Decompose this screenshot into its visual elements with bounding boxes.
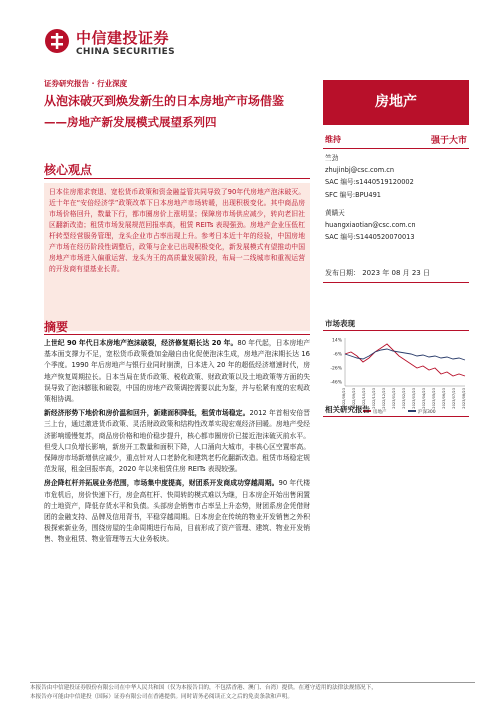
company-name-cn: 中信建投证券 xyxy=(76,29,170,47)
analyst-sfc-number: SFC 编号:BPU491 xyxy=(325,190,381,199)
related-divider xyxy=(323,416,469,417)
footer-divider xyxy=(30,682,475,683)
abstract-p2-lead: 新经济形势下地价和房价温和回升，新建面积降低，租赁市场稳定。 xyxy=(44,409,250,418)
legend-label-real-estate: 房地产 xyxy=(373,410,387,415)
analyst-email[interactable]: huangxiaotian@csc.com.cn xyxy=(325,221,416,230)
y-tick-label: -6% xyxy=(333,352,342,358)
series-line-real-estate xyxy=(345,344,465,376)
abstract-divider xyxy=(44,334,310,335)
x-tick-label: 2022/12/23 xyxy=(382,388,386,409)
x-tick-label: 2022/10/23 xyxy=(362,388,366,409)
abstract-p3-lead: 房企降杠杆并拓展业务范围，市场集中度提高，财团系开发商成功穿越周期。 xyxy=(44,479,279,488)
x-tick-label: 2023/03/23 xyxy=(412,388,416,409)
x-tick-label: 2023/05/23 xyxy=(432,388,436,409)
company-logo-icon xyxy=(44,28,70,54)
market-divider xyxy=(323,330,469,331)
rating-row xyxy=(323,131,469,149)
abstract-p1-text: 80 年代起，日本房地产基本面支撑力不足，宽松货币政策叠加金融自由化促使泡沫生成，房地产泡沫期长达 16 个季度。1990 年后房地产与银行业同时崩溃，日本进入 20 年的超低经济增速时代，房地产恢复周期拉长。日本当局在货币政策、税收政策、财政政策以及土地政策等方面的失误导致了泡沫膨胀和破裂，中国的房地产政策调控需要以此为鉴，并与松紧有度的宏观政策相协调。 xyxy=(44,339,310,404)
related-reports-heading: 相关研究报告 xyxy=(325,405,370,414)
x-tick-label: 2023/08/23 xyxy=(462,388,466,409)
analyst-name: 竺劲 xyxy=(325,154,339,162)
footer-line: 本报告由中信建投证券股份有限公司在中华人民共和国（仅为本报告目的，不包括香港、澳门、台湾）提供。在遵守适用的法律法规情况下， xyxy=(30,685,377,691)
date-divider xyxy=(323,282,469,283)
abstract-paragraph xyxy=(44,408,310,475)
core-view-box xyxy=(44,183,310,331)
x-tick-label: 2023/07/23 xyxy=(452,388,456,409)
report-subtitle: ——房地产新发展模式展望系列四 xyxy=(44,115,217,129)
core-view-text: 日本住房需求衰退、宽松货币政策和资金融益管共同导致了90年代房地产泡沫破灭。近十年在“安倍经济学”政策改革下日本房地产市场转暖，出现积极变化。其中商品房市场价格回升，数量下行，都市圈房价上涨明显；保障房市场供应减少，转向老旧社区翻新改造；租赁市场发展规范回报率高，租赁 REITs 表现强劲。房地产企业压低杠杆转型经营服务管理，龙头企业市占率出现上升。参考日本近十年的经验，中国房地产市场在经历阶段性调整后，政策与企业已出现积极变化，新发展模式有望推动中国房地产市场进入偏重运营、龙头为王的高质量发展阶段，布局一二线城市和重视运营的开发商有望基业长青。 xyxy=(49,188,305,273)
abstract-paragraph xyxy=(44,338,310,405)
x-tick-label: 2022/11/23 xyxy=(372,388,376,409)
abstract-p3-text: 90 年代楼市危机后，房价快速下行，房企高杠杆、快周转的模式难以为继，日本房企开始出售闲置的土地资产，降低存货水平和负债。头部房企销售市占率呈上升态势，财团系房企凭借财团的金融支持、品牌及信用背书，平稳穿越周期。日本房企在传统的物业开发销售之外积极探索新业务，围绕房屋的生命周期进行布局，目前形成了资产管理、建筑、物业开发销售、物业租赁、物业管理等五大业务板块。 xyxy=(44,479,311,544)
publish-date: 发布日期： 2023 年 08 月 23 日 xyxy=(325,269,430,277)
abstract-paragraph xyxy=(44,478,310,545)
x-tick-label: 2023/01/23 xyxy=(392,388,396,409)
sector-badge: 房地产 xyxy=(323,80,469,125)
analyst-email[interactable]: zhujinbj@csc.com.cn xyxy=(325,166,395,175)
company-name-en: CHINA SECURITIES xyxy=(76,47,175,57)
report-title: 从泡沫破灭到焕发新生的日本房地产市场借鉴 xyxy=(44,94,285,108)
report-type: 证券研究报告 · 行业深度 xyxy=(44,79,128,88)
analyst-block xyxy=(325,152,471,243)
y-tick-label: -46% xyxy=(330,380,342,386)
footer-disclaimer xyxy=(30,684,475,701)
analyst-sac-number: SAC 编号:S1440520070013 xyxy=(325,233,415,242)
abstract-p2-text: 2012 年首相安倍晋三上台，通过激进货币政策、灵活财政政策和结构性改革实现宏观经济回暖。房地产受经济影响缓慢复苏，商品房价格和地价稳步提升，核心都市圈房价已接近泡沫破灭前水平。但受人口负增长影响，新房开工数量和面积下降，人口涌向大城市，非核心区空置率高。保障房市场新增供应减少，重点针对人口老龄化和建筑老朽化翻新改造。租赁市场稳定规范发展，租金回报率高，2020 年以来租赁住房 REITs 表现较强。 xyxy=(44,409,310,474)
market-performance-heading: 市场表现 xyxy=(325,319,355,328)
x-tick-label: 2023/02/23 xyxy=(402,388,406,409)
y-tick-label: 14% xyxy=(331,338,342,344)
y-tick-label: -26% xyxy=(330,366,342,372)
x-tick-label: 2023/04/23 xyxy=(422,388,426,409)
rating-label: 维持 xyxy=(325,135,341,144)
company-logo xyxy=(44,26,194,66)
analyst-sac-number: SAC 编号:s1440519120002 xyxy=(325,178,414,187)
abstract-p1-lead: 上世纪 90 年代日本房地产泡沫破裂，经济修复期长达 20 年。 xyxy=(44,339,238,347)
core-divider xyxy=(44,178,310,179)
legend-label-csi300: 沪深300 xyxy=(418,410,436,415)
x-tick-label: 2022/08/23 xyxy=(342,388,346,409)
abstract-heading: 摘要 xyxy=(44,320,69,334)
footer-line: 本报告亦可能由中信建投（国际）证券有限公司在香港提供。同时请务必阅读正文之后的免责条款和声明。 xyxy=(30,693,293,700)
legend-swatch-csi300 xyxy=(408,410,416,412)
rating-value: 强于大市 xyxy=(430,136,467,146)
core-view-heading: 核心观点 xyxy=(44,163,93,177)
y-axis-ticks xyxy=(330,338,342,386)
analyst-name: 黄瞒天 xyxy=(325,208,345,217)
abstract-body xyxy=(44,338,310,549)
series-line-csi300 xyxy=(345,349,465,360)
x-tick-label: 2022/09/23 xyxy=(352,388,356,409)
x-tick-label: 2023/06/23 xyxy=(442,388,446,409)
